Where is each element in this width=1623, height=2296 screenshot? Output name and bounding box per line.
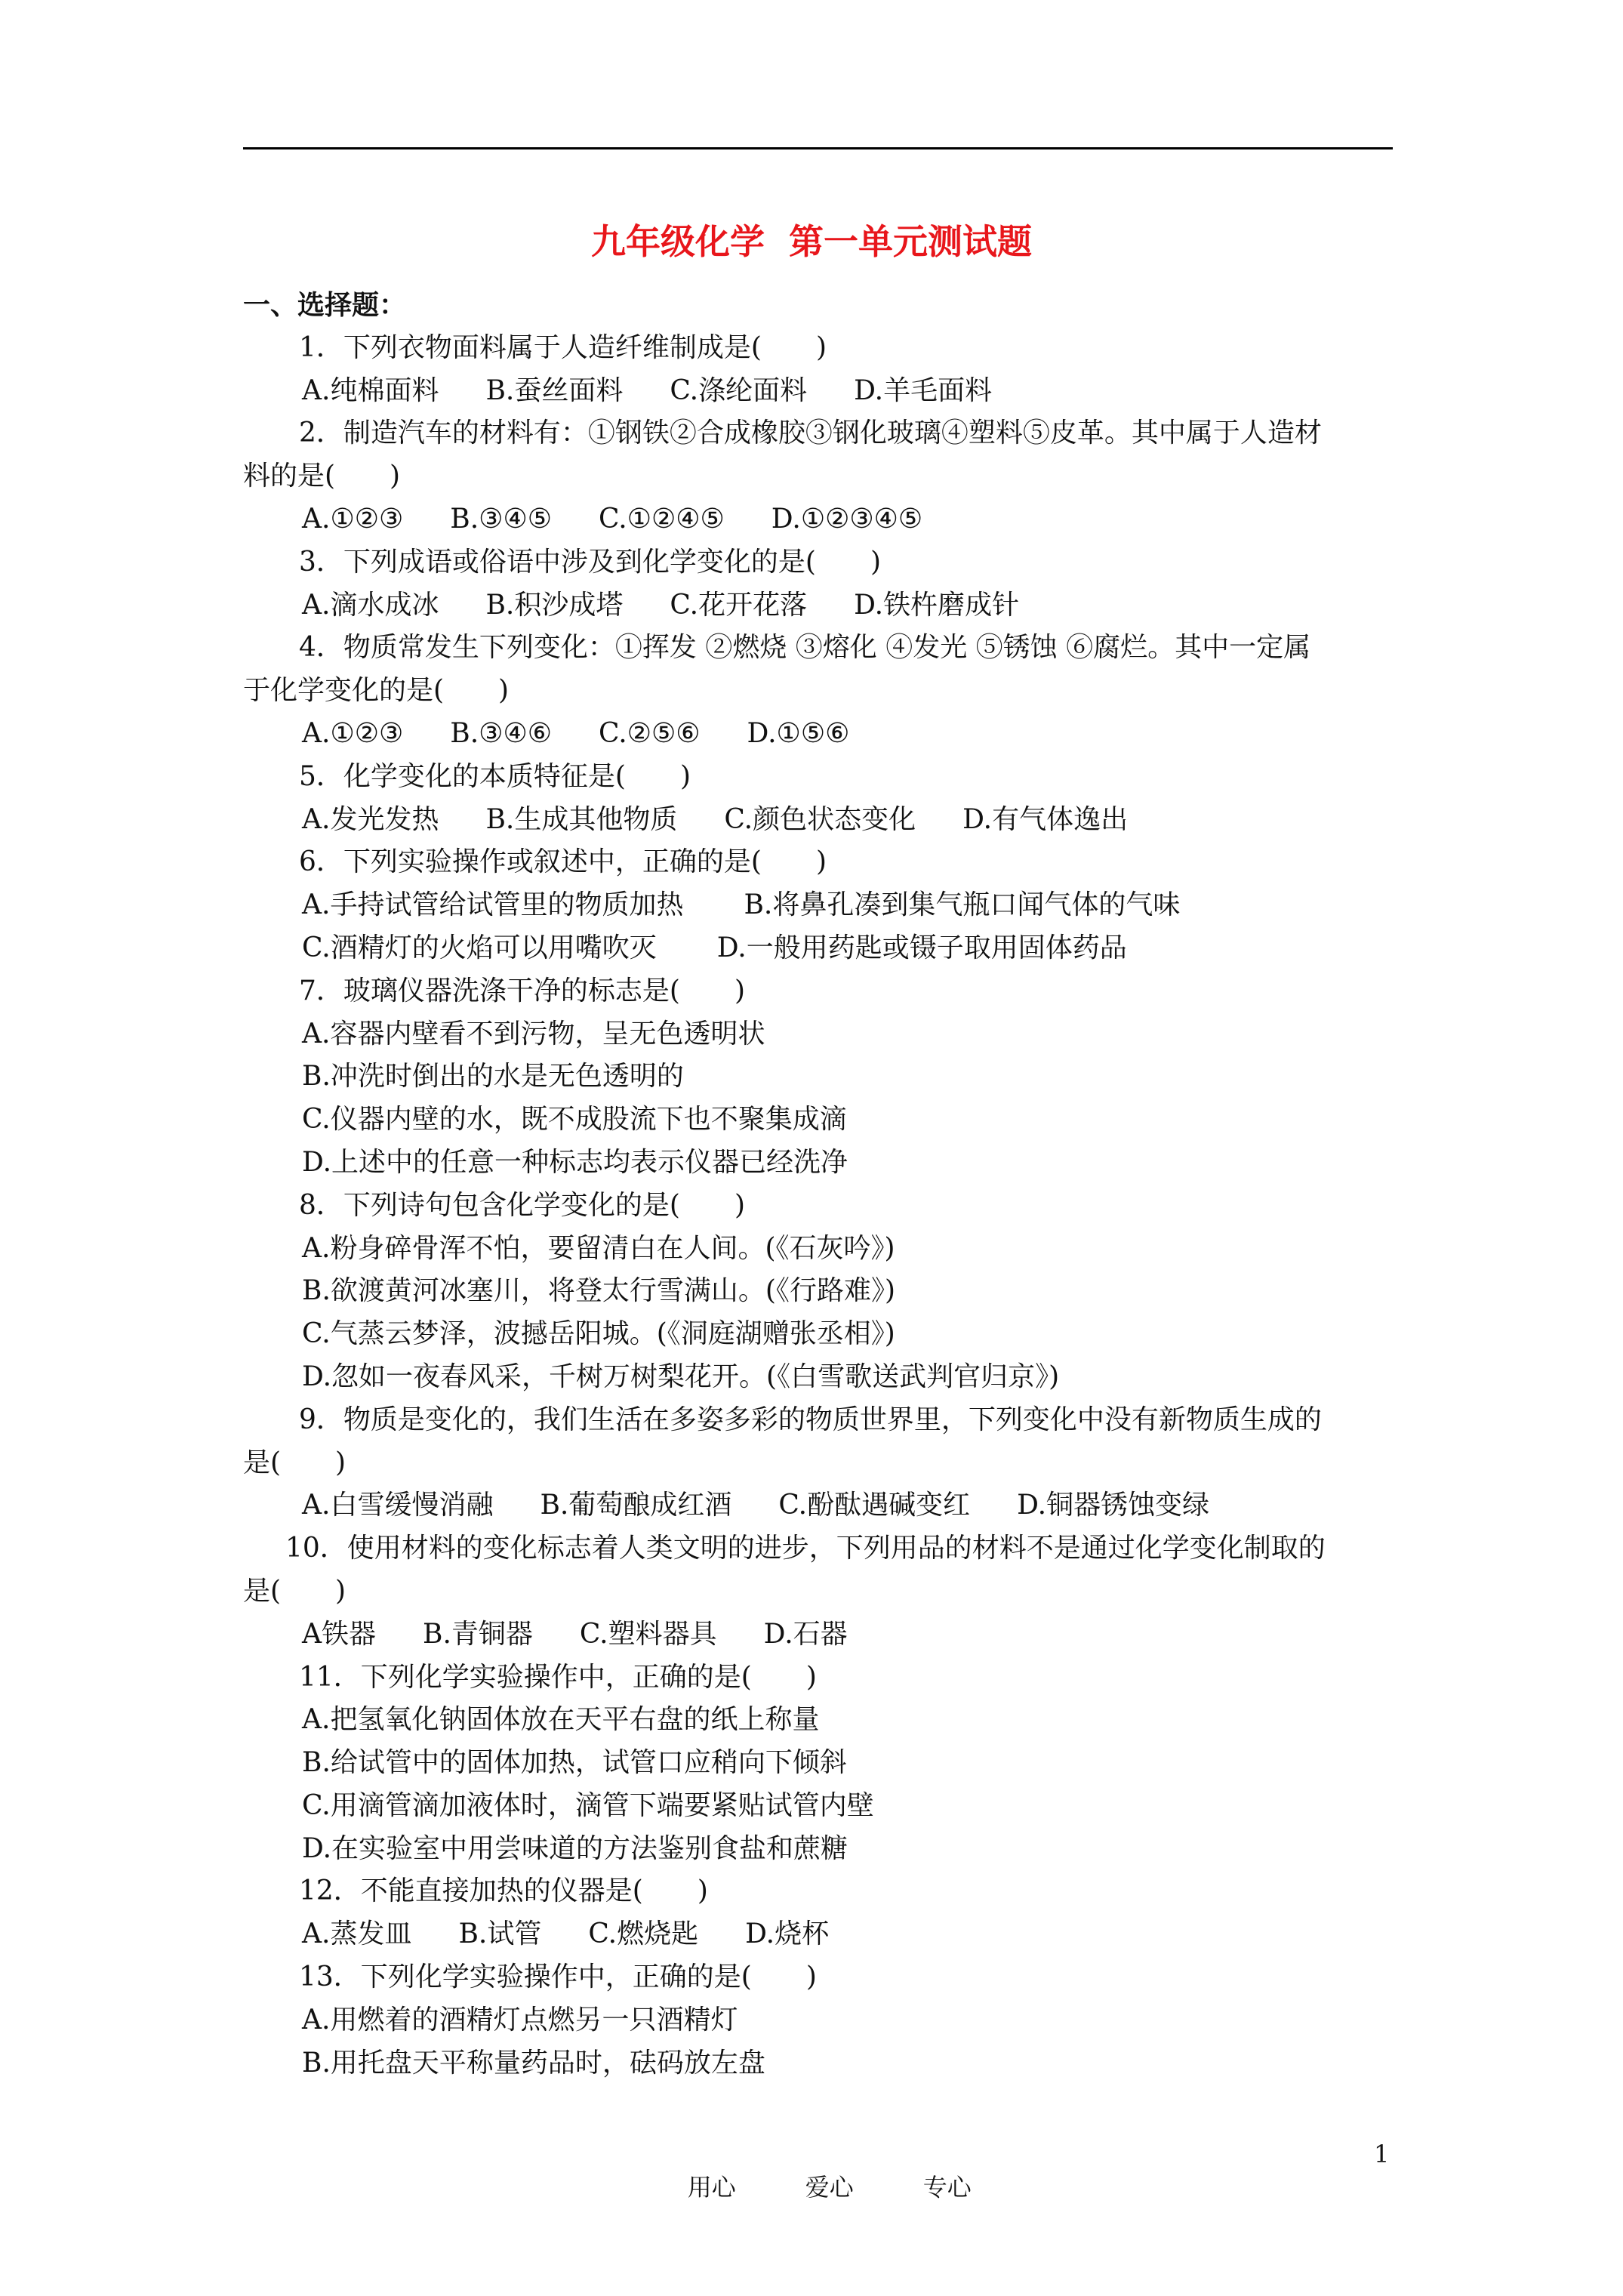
option-line: D.忽如一夜春风采，千树万树梨花开。(《白雪歌送武判官归京》) (302, 1361, 1060, 1392)
option-row (243, 713, 1398, 756)
option-line: A.用燃着的酒精灯点燃另一只酒精灯 (302, 2004, 738, 2036)
option-item: D.有气体逸出 (962, 803, 1129, 835)
option-line: B.用托盘天平称量药品时，砝码放左盘 (302, 2047, 765, 2079)
option-item: D.烧杯 (745, 1918, 830, 1950)
option-item: C.颜色状态变化 (724, 803, 916, 835)
option-line: C.用滴管滴加液体时，滴管下端要紧贴试管内壁 (302, 1789, 874, 1821)
question-stem: 1．下列衣物面料属于人造纤维制成是( ) (299, 331, 827, 363)
question-stem: 12．不能直接加热的仪器是( ) (299, 1875, 708, 1907)
option-line: D.在实验室中用尝味道的方法鉴别食盐和蔗糖 (302, 1832, 848, 1864)
option-item: B.③④⑥ (450, 717, 552, 749)
option-item: D.①⑤⑥ (747, 717, 850, 749)
option-item: B.生成其他物质 (485, 803, 678, 835)
option-row (243, 1484, 1398, 1527)
question-stem: 13．下列化学实验操作中，正确的是( ) (299, 1962, 817, 1993)
option-line: C.仪器内壁的水，既不成股流下也不聚集成滴 (302, 1104, 847, 1136)
option-line: D.上述中的任意一种标志均表示仪器已经洗净 (302, 1146, 848, 1178)
footer-motto-1: 用心 (687, 2173, 736, 2202)
footer-motto-3: 专心 (922, 2173, 972, 2202)
question-continuation: 是( ) (243, 1447, 346, 1478)
option-item: B.蚕丝面料 (485, 374, 624, 406)
header-rule (243, 147, 1393, 149)
footer-motto (657, 2140, 1041, 2232)
option-line: B.欲渡黄河冰塞川，将登太行雪满山。(《行路难》) (302, 1275, 895, 1307)
option-item: C.酒精灯的火焰可以用嘴吹灭 (302, 932, 657, 963)
option-item: C.①②④⑤ (598, 503, 725, 535)
option-row (243, 584, 1398, 627)
option-item: A.手持试管给试管里的物质加热 (302, 889, 684, 921)
option-item: B.葡萄酿成红酒 (540, 1490, 732, 1521)
option-item: B.试管 (458, 1918, 542, 1950)
option-line: A.把氢氧化钠固体放在天平右盘的纸上称量 (302, 1704, 820, 1736)
option-item: D.铁杵磨成针 (854, 589, 1020, 621)
question-continuation: 于化学变化的是( ) (243, 675, 510, 707)
question-stem: 3．下列成语或俗语中涉及到化学变化的是( ) (299, 546, 881, 578)
question-stem: 11．下列化学实验操作中，正确的是( ) (299, 1661, 817, 1693)
page-footer (0, 2140, 1623, 2202)
question-continuation: 是( ) (243, 1575, 346, 1607)
option-item: C.塑料器具 (579, 1618, 717, 1650)
option-row (243, 884, 1398, 927)
footer-motto-2: 爱心 (805, 2173, 854, 2202)
option-item: A.①②③ (302, 503, 404, 535)
option-item: D.羊毛面料 (854, 374, 993, 406)
option-item: D.一般用药匙或镊子取用固体药品 (716, 932, 1127, 963)
option-item: D.铜器锈蚀变绿 (1017, 1490, 1210, 1521)
option-item: B.青铜器 (423, 1618, 533, 1650)
option-item: A.纯棉面料 (302, 374, 439, 406)
question-stem: 2．制造汽车的材料有：①钢铁②合成橡胶③钢化玻璃④塑料⑤皮革。其中属于人造材 (299, 418, 1322, 449)
option-item: B.积沙成塔 (485, 589, 624, 621)
option-item: C.涤纶面料 (670, 374, 808, 406)
question-stem: 4．物质常发生下列变化：①挥发 ②燃烧 ③熔化 ④发光 ⑤锈蚀 ⑥腐烂。其中一定属 (299, 632, 1311, 664)
option-item: B.将鼻孔凑到集气瓶口闻气体的气味 (744, 889, 1181, 921)
option-row (243, 1913, 1398, 1956)
question-continuation: 料的是( ) (243, 461, 401, 492)
option-line: B.给试管中的固体加热，试管口应稍向下倾斜 (302, 1747, 847, 1779)
option-line: B.冲洗时倒出的水是无色透明的 (302, 1061, 684, 1093)
option-item: C.②⑤⑥ (598, 717, 701, 749)
page-number: 1 (1374, 2140, 1390, 2168)
question-stem: 8．下列诗句包含化学变化的是( ) (299, 1189, 745, 1221)
section-heading: 一、选择题： (243, 289, 407, 321)
option-item: C.燃烧匙 (588, 1918, 699, 1950)
question-stem: 5．化学变化的本质特征是( ) (299, 760, 691, 792)
option-item: C.酚酞遇碱变红 (778, 1490, 971, 1521)
option-item: A.蒸发皿 (302, 1918, 412, 1950)
option-row (243, 927, 1398, 970)
question-stem: 6．下列实验操作或叙述中，正确的是( ) (299, 846, 827, 878)
option-line: C.气蒸云梦泽，波撼岳阳城。(《洞庭湖赠张丞相》) (302, 1318, 895, 1350)
option-row (243, 498, 1398, 541)
option-item: A铁器 (302, 1618, 376, 1650)
option-row (243, 370, 1398, 413)
page-title: 九年级化学 第一单元测试题 (590, 221, 1033, 262)
question-stem: 7．玻璃仪器洗涤干净的标志是( ) (299, 975, 745, 1006)
option-line: A.容器内壁看不到污物，呈无色透明状 (302, 1018, 765, 1049)
question-body (243, 284, 1398, 2085)
option-line: A.粉身碎骨浑不怕，要留清白在人间。(《石灰吟》) (302, 1232, 895, 1264)
question-stem: 9．物质是变化的，我们生活在多姿多彩的物质世界里，下列变化中没有新物质生成的 (299, 1404, 1322, 1435)
option-item: A.滴水成冰 (302, 589, 439, 621)
option-row (243, 799, 1398, 842)
option-item: D.石器 (763, 1618, 848, 1650)
option-item: D.①②③④⑤ (771, 503, 923, 535)
option-item: A.①②③ (302, 717, 404, 749)
option-item: A.发光发热 (302, 803, 439, 835)
option-item: B.③④⑤ (450, 503, 552, 535)
question-stem: 10．使用材料的变化标志着人类文明的进步，下列用品的材料不是通过化学变化制取的 (285, 1533, 1326, 1564)
option-row (243, 1613, 1398, 1657)
question-lines (243, 327, 1398, 2085)
option-item: C.花开花落 (670, 589, 808, 621)
option-item: A.白雪缓慢消融 (302, 1490, 494, 1521)
